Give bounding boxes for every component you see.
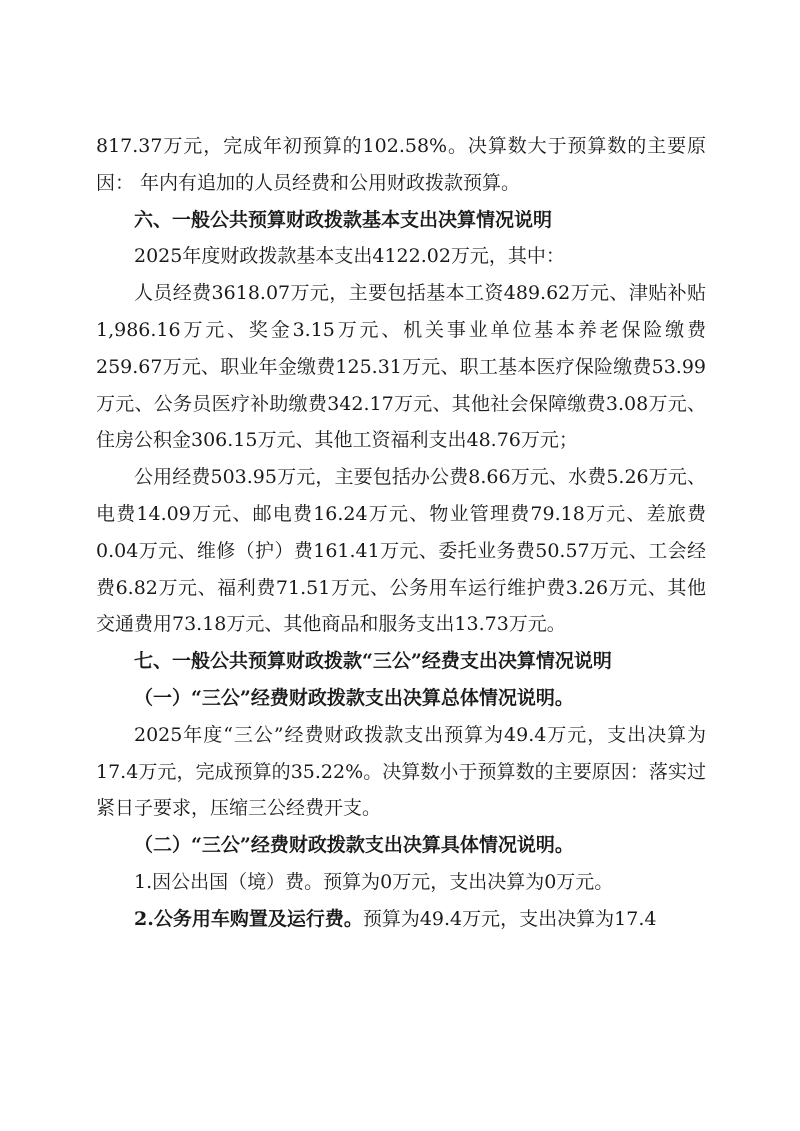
- subsection-heading-7-2: （二）“三公”经费财政拨款支出决算具体情况说明。: [134, 834, 574, 857]
- paragraph-public-expenses: 公用经费503.95万元，主要包括办公费8.66万元、水费5.26万元、电费14.09万元、邮电费16.24万元、物业管理费79.18万元、差旅费0.04万元、维修（护）费161.41万元、委托业务费50.57万元、工会经费6.82万元、福利费71.51万元、公务用车运行维护费3.26万元、其他交通费用73.18万元、其他商品和服务支出13.73万元。: [96, 466, 706, 636]
- paragraph-three-public-overall: 2025年度“三公”经费财政拨款支出预算为49.4万元，支出决算为17.4万元，完成预算的35.22%。决算数小于预算数的主要原因：落实过紧日子要求，压缩三公经费开支。: [96, 723, 706, 820]
- paragraph-basic-expenditure: 2025年度财政拨款基本支出4122.02万元，其中：: [134, 245, 565, 268]
- paragraph-overseas-travel: 1.因公出国（境）费。预算为0万元，支出决算为0万元。: [134, 870, 614, 893]
- document-page: [96, 128, 706, 938]
- subsection-heading-7-1: （一）“三公”经费财政拨款支出决算总体情况说明。: [134, 686, 574, 709]
- official-vehicles-label: 2.公务用车购置及运行费。: [134, 907, 363, 930]
- section-heading-6: 六、一般公共预算财政拨款基本支出决算情况说明: [134, 208, 553, 231]
- official-vehicles-text: 预算为49.4万元，支出决算为17.4: [362, 907, 657, 930]
- section-heading-7: 七、一般公共预算财政拨款“三公”经费支出决算情况说明: [134, 650, 612, 673]
- paragraph-personnel-expenses: 人员经费3618.07万元，主要包括基本工资489.62万元、津贴补贴1,986.16万元、奖金3.15万元、机关事业单位基本养老保险缴费259.67万元、职业年金缴费125.31万元、职工基本医疗保险缴费53.99万元、公务员医疗补助缴费342.17万元、其他社会保障缴费3.08万元、住房公积金306.15万元、其他工资福利支出48.76万元；: [96, 282, 706, 452]
- paragraph-budget-completion: 817.37万元，完成年初预算的102.58%。决算数大于预算数的主要原因： 年内有追加的人员经费和公用财政拨款预算。: [96, 135, 706, 194]
- paragraph-official-vehicles: [96, 901, 706, 938]
